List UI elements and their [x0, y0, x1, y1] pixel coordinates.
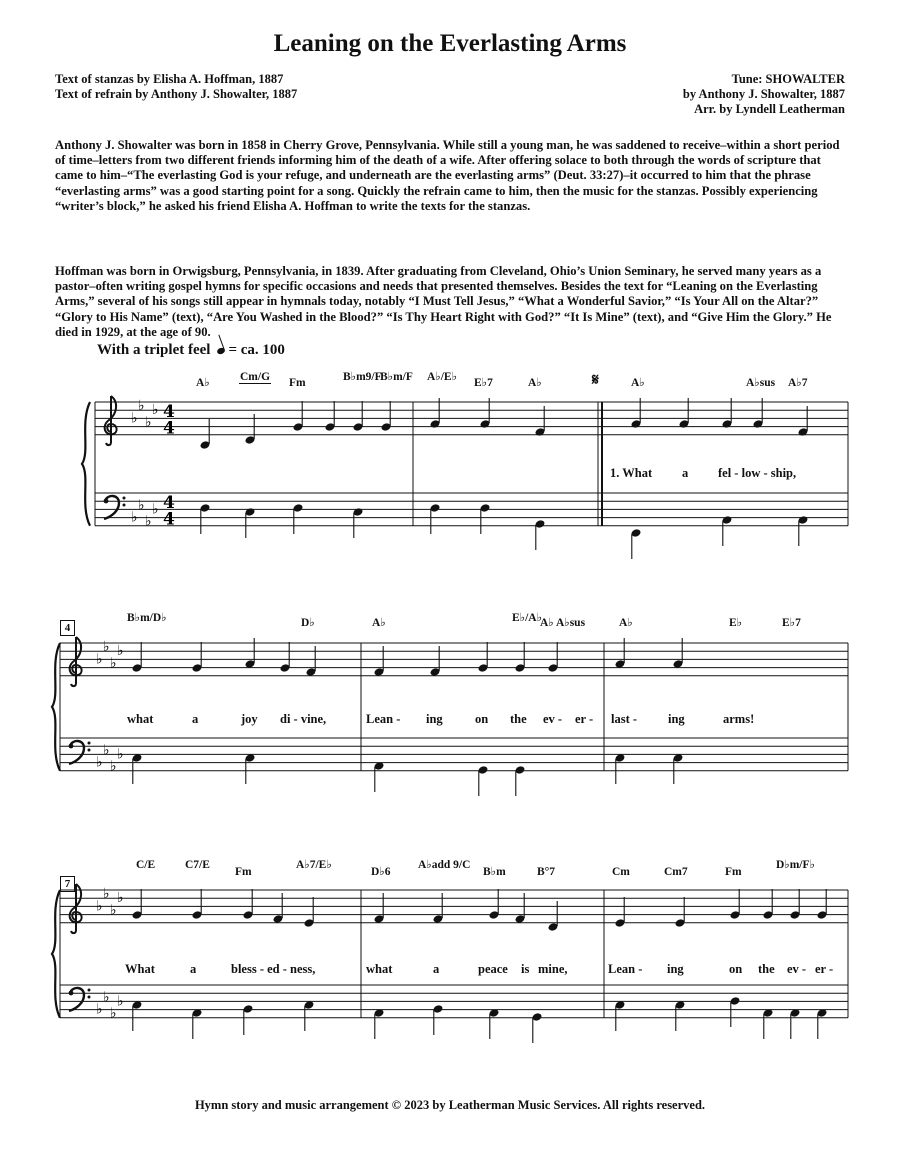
brace-icon — [52, 643, 60, 771]
time-signature: 4 — [163, 493, 175, 513]
flat-icon: ♭ — [103, 742, 110, 759]
flat-icon: ♭ — [145, 414, 152, 431]
chord-symbol: A♭7 — [788, 377, 808, 389]
chord-symbol: D♭m/F♭ — [776, 859, 815, 871]
flat-icon: ♭ — [145, 513, 152, 530]
flat-icon: ♭ — [131, 509, 138, 526]
flat-icon: ♭ — [103, 886, 110, 903]
lyric: arms! — [723, 712, 755, 726]
lyric: last - — [611, 712, 638, 726]
arranger: Arr. by Lyndell Leatherman — [694, 102, 845, 116]
lyric: a — [192, 712, 199, 726]
story-paragraph-1: Anthony J. Showalter was born in 1858 in Cherry Grove, Pennsylvania. While still a young man, he was saddened to receive–within a short period of time–letters from two different friends informing him of the death of a wife. After offering solace to both through the words of scripture that came to him–“The everlasting God is your refuge, and underneath are the everlasting arms” (Deut. 33:27)–it occurred to him that the phrase “everlasting arms” was a good starting point for a song. Quickly the refrain came to him, then the music for the stanzas. Possibly experiencing “writer’s block,” he asked his friend Elisha A. Hoffman to write the texts for the stanzas. — [55, 138, 840, 213]
lyric: di - vine, — [280, 712, 327, 726]
flat-icon: ♭ — [138, 398, 145, 415]
lyric: ing — [667, 962, 684, 976]
lyric: on — [729, 962, 743, 976]
flat-icon: ♭ — [110, 758, 117, 775]
lyric: a — [433, 962, 440, 976]
page-title: Leaning on the Everlasting Arms — [273, 30, 627, 57]
chord-symbol: Cm7 — [664, 866, 688, 878]
chord-symbol: A♭ A♭sus — [540, 617, 586, 629]
chord-symbol: B♭m/D♭ — [127, 612, 167, 624]
chord-symbol: A♭add 9/C — [418, 859, 471, 871]
time-signature: 4 — [163, 402, 175, 422]
chord-symbol: Cm — [612, 866, 630, 878]
chord-symbol: D♭ — [301, 617, 315, 629]
flat-icon: ♭ — [110, 902, 117, 919]
chord-symbol: A♭ — [619, 617, 633, 629]
tempo-label: With a triplet feel — [97, 342, 211, 358]
chord-symbol: B♭m9/F — [343, 371, 382, 383]
bass-clef-icon — [69, 741, 91, 764]
time-signature: 4 — [163, 509, 175, 530]
chord-symbol: E♭7 — [474, 377, 493, 389]
flat-icon: ♭ — [152, 402, 159, 419]
lyric: peace — [478, 962, 508, 976]
flat-icon: ♭ — [110, 655, 117, 672]
lyric: er - — [815, 962, 834, 976]
chord-symbol: Fm — [235, 866, 252, 878]
chord-symbol: Fm — [725, 866, 742, 878]
tune-composer: by Anthony J. Showalter, 1887 — [682, 87, 845, 101]
lyric: Lean - — [608, 962, 643, 976]
lyric: Lean - — [366, 712, 401, 726]
chord-symbol — [239, 371, 271, 384]
lyric: the — [758, 962, 775, 976]
lyric: mine, — [538, 962, 568, 976]
flat-icon: ♭ — [131, 410, 138, 427]
chord-symbol: A♭7/E♭ — [296, 859, 332, 871]
flat-icon: ♭ — [103, 989, 110, 1006]
lyric: 1. What — [610, 466, 653, 480]
treble-clef-icon — [70, 637, 82, 686]
lyric: fel - low - ship, — [718, 466, 797, 480]
lyric: ing — [668, 712, 685, 726]
chord-symbol: E♭/A♭ — [512, 612, 543, 624]
chord-symbol: Fm — [289, 377, 306, 389]
lyric: what — [127, 712, 154, 726]
treble-clef-icon — [105, 396, 117, 445]
chord-symbol: B°7 — [537, 866, 556, 878]
flat-icon: ♭ — [117, 993, 124, 1010]
lyric: a — [682, 466, 689, 480]
chord-symbol: A♭/E♭ — [427, 371, 458, 383]
flat-icon: ♭ — [138, 497, 145, 514]
time-signature: 4 — [163, 418, 175, 439]
flat-icon: ♭ — [110, 1005, 117, 1022]
lyric: a — [190, 962, 197, 976]
flat-icon: ♭ — [96, 754, 103, 771]
chord-symbol: B♭m — [483, 866, 506, 878]
bass-clef-icon — [104, 496, 126, 519]
story-paragraph-2: Hoffman was born in Orwigsburg, Pennsylvania, in 1839. After graduating from Cleveland, Ohio’s Union Seminary, he served many years as a pastor–often writing gospel hymns for specific occasions and needs that presented themselves. Besides the text for “Leaning on the Everlasting Arms,” several of his songs still appear in hymnals today, notably “I Must Tell Jesus,” “What a Wonderful Savior,” “Is Your All on the Altar?” “Glory to His Name” (text), “Are You Washed in the Blood?” “Is Thy Heart Right with God?” “It Is Mine” (text), and “Give Him the Glory.” He died in 1929, at the age of 90. — [55, 264, 832, 339]
flat-icon: ♭ — [117, 890, 124, 907]
lyric: ev - — [787, 962, 807, 976]
flat-icon: ♭ — [117, 643, 124, 660]
chord-symbol: C7/E — [185, 859, 210, 871]
lyric: ing — [426, 712, 443, 726]
flat-icon: ♭ — [96, 651, 103, 668]
lyric: er - — [575, 712, 594, 726]
lyric: is — [521, 962, 530, 976]
flat-icon: ♭ — [96, 898, 103, 915]
segno-icon: 𝄋 — [592, 372, 599, 389]
tempo-value: = ca. 100 — [228, 342, 285, 358]
lyric: the — [510, 712, 527, 726]
chord-symbol: A♭ — [196, 377, 210, 389]
lyric: on — [475, 712, 489, 726]
flat-icon: ♭ — [103, 639, 110, 656]
lyric: ev - — [543, 712, 563, 726]
measure-number: 4 — [60, 620, 75, 636]
lyric: bless - ed - ness, — [231, 962, 316, 976]
chord-symbol: D♭6 — [371, 866, 391, 878]
tune-name: Tune: SHOWALTER — [731, 72, 845, 86]
chord-symbol: A♭ — [631, 377, 645, 389]
lyric: what — [366, 962, 393, 976]
stanza-credit: Text of stanzas by Elisha A. Hoffman, 1887 — [55, 72, 284, 86]
refrain-credit: Text of refrain by Anthony J. Showalter, 1887 — [55, 87, 298, 101]
lyric: joy — [241, 712, 258, 726]
chord-text: Cm/G — [240, 371, 271, 383]
flat-icon: ♭ — [152, 501, 159, 518]
chord-symbol: B♭m/F — [380, 371, 413, 383]
copyright-footer: Hymn story and music arrangement © 2023 by Leatherman Music Services. All rights reserved. — [194, 1098, 706, 1112]
chord-symbol: E♭ — [729, 617, 743, 629]
bass-clef-icon — [69, 988, 91, 1011]
flat-icon: ♭ — [96, 1001, 103, 1018]
chord-symbol: A♭ — [528, 377, 542, 389]
brace-icon — [52, 890, 60, 1018]
chord-symbol: E♭7 — [782, 617, 801, 629]
chord-symbol: A♭ — [372, 617, 386, 629]
measure-number: 7 — [60, 876, 75, 892]
brace-icon — [82, 402, 90, 526]
chord-symbol: C/E — [136, 859, 156, 871]
lyric: What — [125, 962, 155, 976]
flat-icon: ♭ — [117, 746, 124, 763]
chord-symbol: A♭sus — [746, 377, 776, 389]
